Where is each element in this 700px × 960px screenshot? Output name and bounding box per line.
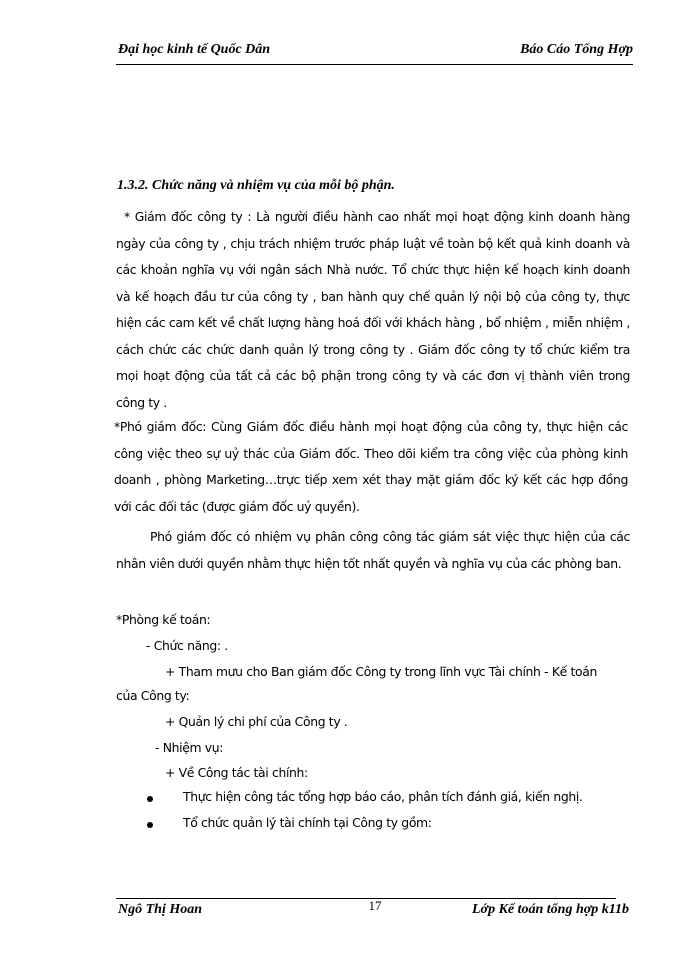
- ke-toan-title: *Phòng kế toán:: [116, 612, 211, 627]
- paragraph-pho-giam-doc-nhiem-vu: Phó giám đốc có nhiệm vụ phân công công tác giám sát việc thực hiện của các nhân viên dưới quyền nhằm thực hiện tốt nhất quyền và nghĩa vụ của các phòng ban.: [116, 529, 630, 571]
- bullet-item: Tổ chức quản lý tài chính tại Công ty gồm:: [183, 815, 432, 830]
- bullet-dot: [147, 796, 153, 802]
- nhiem-vu-label: - Nhiệm vụ:: [155, 740, 224, 755]
- page-number: 17: [368, 898, 382, 913]
- bullet-dot: [147, 822, 153, 828]
- header-report-title: Báo Cáo Tổng Hợp: [520, 42, 633, 57]
- footer-author: Ngô Thị Hoan: [118, 902, 203, 917]
- chuc-nang-label: - Chức năng: .: [146, 638, 228, 653]
- page-header: [116, 42, 633, 65]
- quan-ly-chi-phi: + Quản lý chi phí của Công ty .: [165, 714, 348, 729]
- section-heading: 1.3.2. Chức năng và nhiệm vụ của mỗi bộ phận.: [117, 178, 395, 193]
- paragraph-giam-doc: * Giám đốc công ty : Là người điều hành cao nhất mọi hoạt động kinh doanh hàng ngày của công ty , chịu trách nhiệm trước pháp luật về toàn bộ kết quả kinh doanh và các khoản nghĩa vụ với ngân sách Nhà nước. Tổ chức thực hiện kế hoạch kinh doanh và kế hoạch đầu tư của công ty , ban hành quy chế quản lý nội bộ của công ty, thực hiện các cam kết về chất lượng hàng hoá đối với khách hàng , bổ nhiệm , miễn nhiệm , cách chức các chức danh quản lý trong công ty . Giám đốc công ty tổ chức kiểm tra mọi hoạt động của tất cả các bộ phận trong công ty và các đơn vị thành viên trong công ty .: [116, 209, 630, 410]
- footer-class: Lớp Kế toán tổng hợp k11b: [472, 902, 629, 917]
- tai-chinh-label: + Về Công tác tài chính:: [165, 765, 308, 780]
- header-university: Đại học kinh tế Quốc Dân: [118, 42, 271, 57]
- bullet-item: Thực hiện công tác tổng hợp báo cáo, phân tích đánh giá, kiến nghị.: [183, 789, 583, 804]
- tham-muu-line-2: của Công ty:: [116, 688, 190, 703]
- paragraph-pho-giam-doc: *Phó giám đốc: Cùng Giám đốc điều hành mọi hoạt động của công ty, thực hiện các công việc theo sự uỷ thác của Giám đốc. Theo dõi kiểm tra công việc của phòng kinh doanh , phòng Marketing…trực tiếp xem xét thay mặt giám đốc ký kết các hợp đồng với các đối tác (được giám đốc uỷ quyền).: [114, 419, 628, 514]
- tham-muu-line-1: + Tham mưu cho Ban giám đốc Công ty trong lĩnh vực Tài chính - Kế toán: [165, 664, 597, 679]
